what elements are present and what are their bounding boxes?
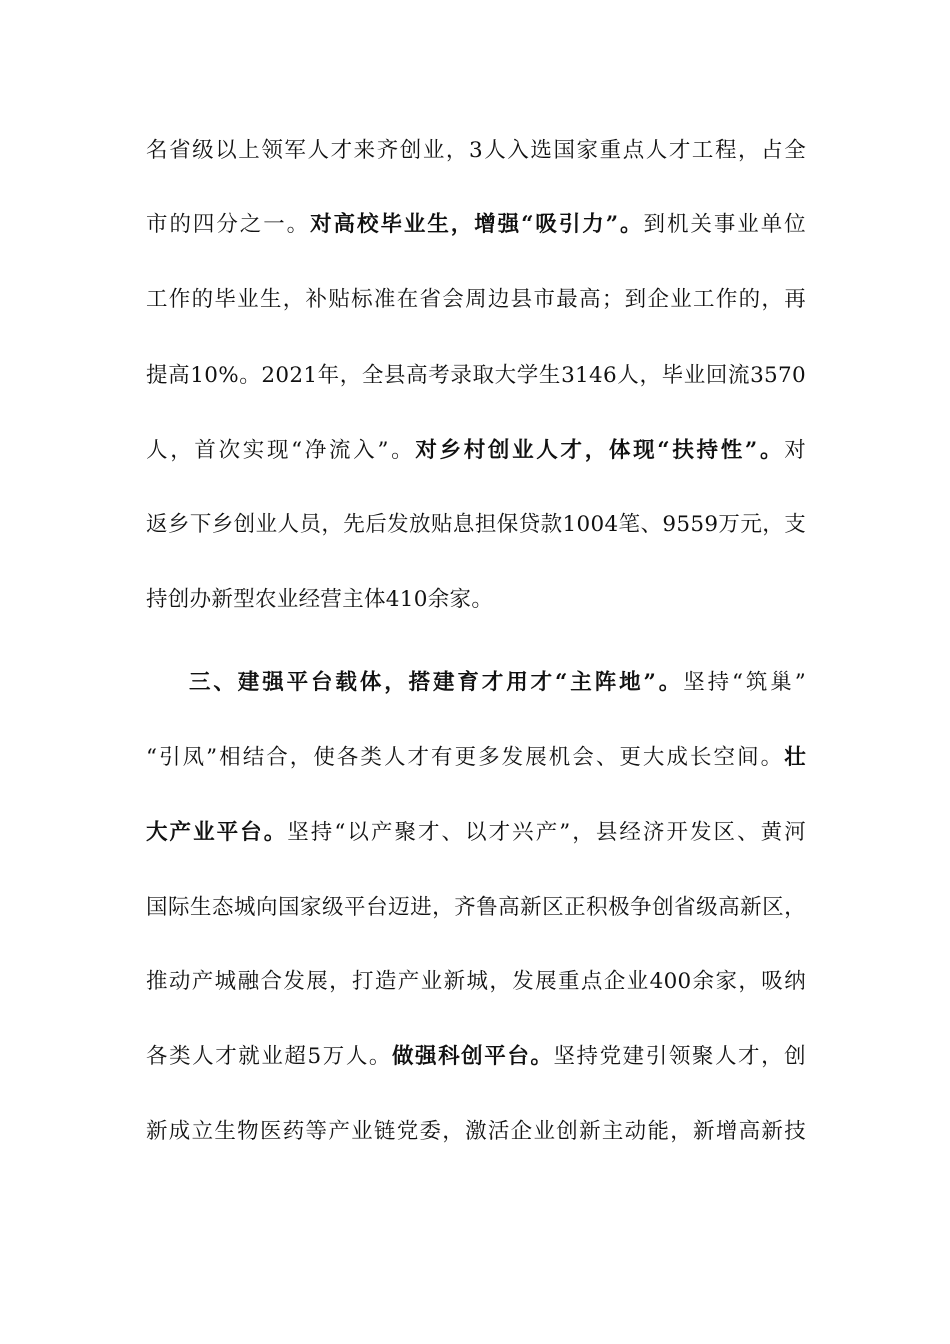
text-run: “引凤”相结合，使各类人才有更多发展机会、更大成长空间。 [146, 745, 785, 770]
paragraph-line [146, 136, 806, 166]
text-run: 坚持“以产聚才、以才兴产”，县经济开发区、黄河 [287, 820, 806, 845]
paragraph-line [146, 743, 806, 773]
text-run: 人，首次实现“净流入”。 [146, 438, 416, 463]
bold-text-run: 大产业平台。 [146, 820, 288, 845]
paragraph-line [146, 967, 806, 997]
bold-text-run: 做强科创平台。 [391, 1044, 554, 1069]
bold-text-run: 壮 [784, 745, 806, 770]
paragraph-line [146, 285, 806, 315]
text-run: 坚持党建引领聚人才，创 [553, 1044, 806, 1069]
text-run: 工作的毕业生，补贴标准在省会周边县市最高；到企业工作的，再 [146, 287, 806, 312]
paragraph-line [146, 818, 806, 848]
text-run: 市的四分之一。 [146, 212, 311, 237]
section-heading: 三、建强平台载体，搭建育才用才“主阵地”。 [189, 670, 684, 695]
text-run: 到机关事业单位 [643, 212, 806, 237]
text-run: 对 [784, 438, 806, 463]
text-run: 名省级以上领军人才来齐创业，3人入选国家重点人才工程，占全 [146, 138, 806, 163]
text-run: 坚持“筑巢” [683, 670, 806, 695]
paragraph-line [146, 1117, 806, 1147]
paragraph-line [146, 436, 806, 466]
text-run: 推动产城融合发展，打造产业新城，发展重点企业400余家，吸纳 [146, 969, 806, 994]
text-run: 国际生态城向国家级平台迈进，齐鲁高新区正积极争创省级高新区， [146, 895, 806, 920]
text-run: 返乡下乡创业人员，先后发放贴息担保贷款1004笔、9559万元，支 [146, 512, 806, 537]
text-run: 各类人才就业超5万人。 [146, 1044, 392, 1069]
section-heading-line [189, 668, 806, 698]
paragraph-last-line [146, 585, 806, 615]
paragraph-line [146, 210, 806, 240]
text-run: 持创办新型农业经营主体410余家。 [146, 587, 494, 612]
paragraph-line [146, 893, 806, 923]
paragraph-line [146, 361, 806, 391]
bold-text-run: 对高校毕业生，增强“吸引力”。 [310, 212, 644, 237]
paragraph-line [146, 1042, 806, 1072]
text-run: 新成立生物医药等产业链党委，激活企业创新主动能，新增高新技 [146, 1119, 806, 1144]
text-run: 提高10%。2021年，全县高考录取大学生3146人，毕业回流3570 [146, 363, 806, 388]
bold-text-run: 对乡村创业人才，体现“扶持性”。 [415, 438, 785, 463]
paragraph-line [146, 510, 806, 540]
